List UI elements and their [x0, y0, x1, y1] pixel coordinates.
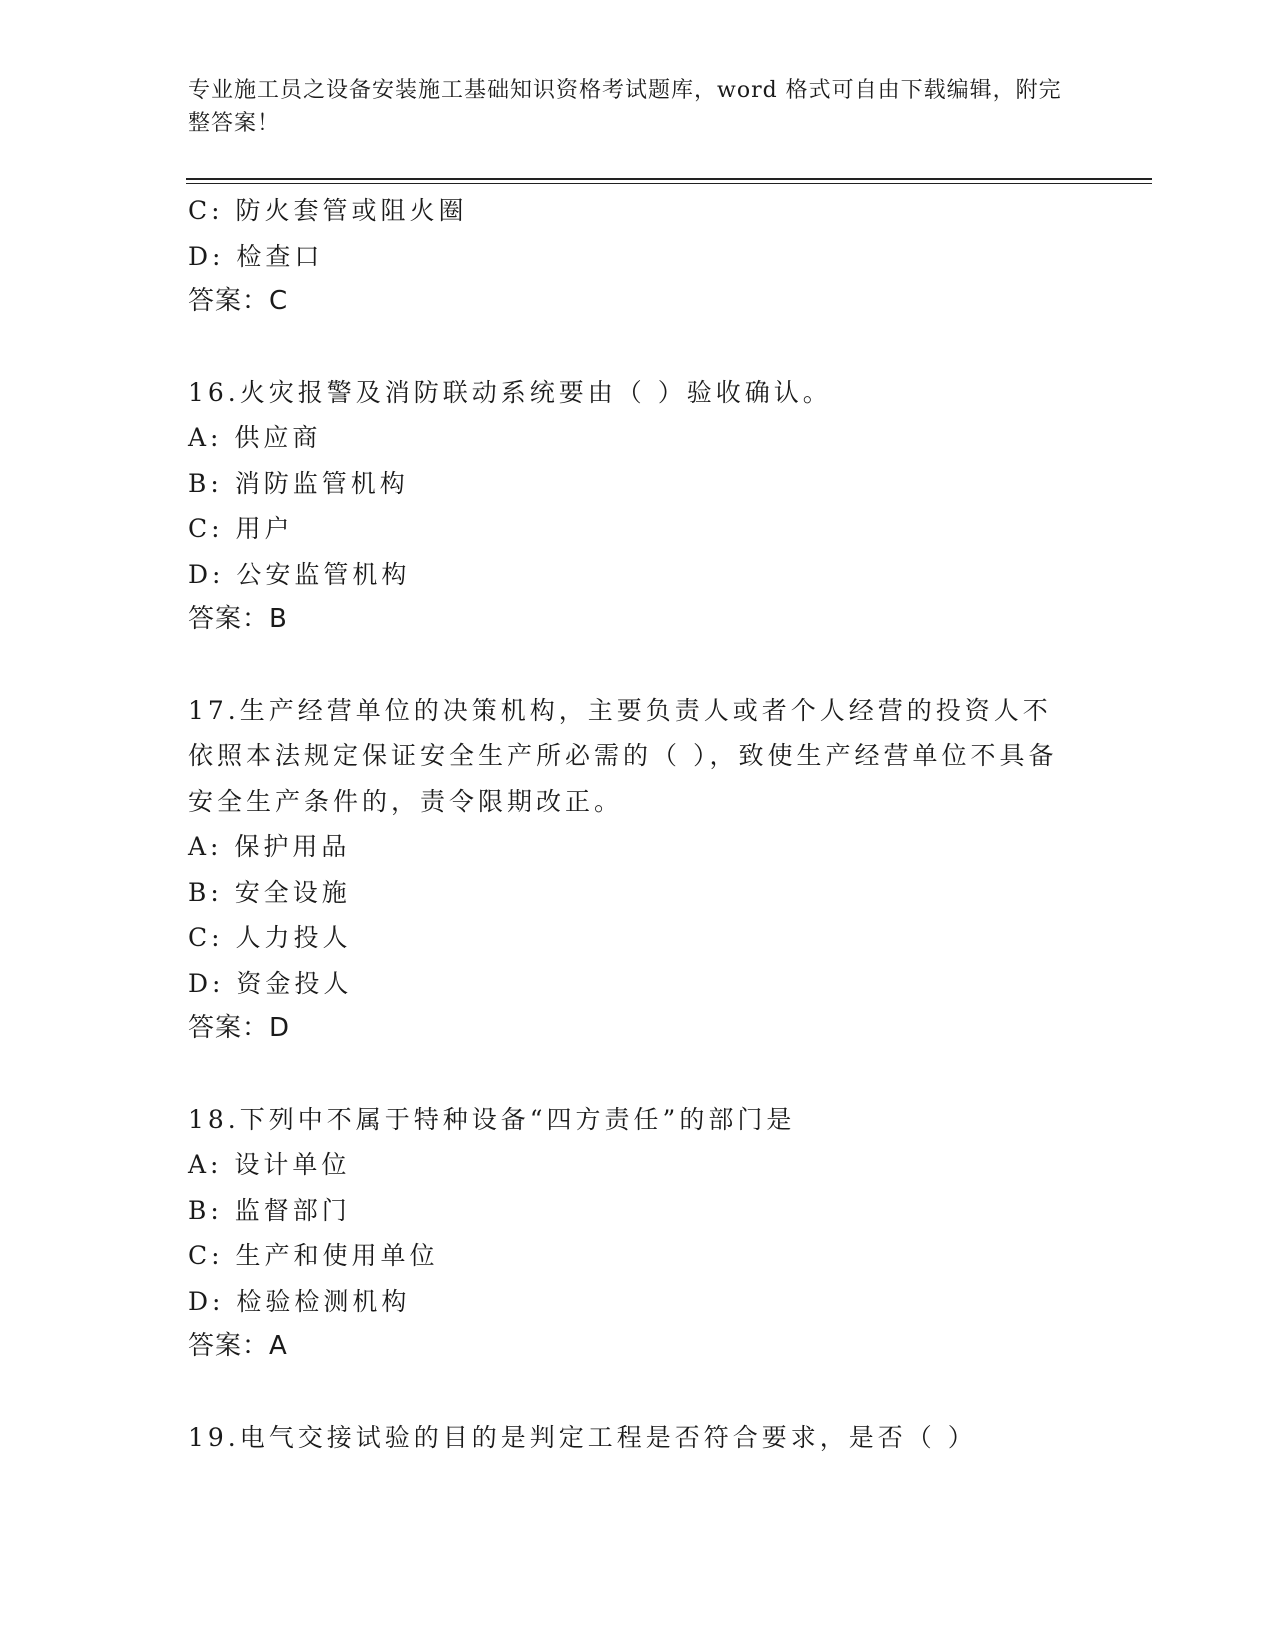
question-17: [188, 688, 1088, 1052]
question-list: [188, 188, 1088, 1460]
question-19: [188, 1415, 1088, 1461]
answer-line: 答案：B: [188, 604, 288, 634]
option-d: D: 公安监管机构: [188, 559, 411, 589]
option-c: C: 用户: [188, 514, 294, 543]
header-divider-top: [186, 178, 1152, 180]
answer-line: 答案：C: [188, 286, 289, 316]
question-text: 16.火灾报警及消防联动系统要由（ ）验收确认。: [188, 377, 832, 407]
option-d: D: 资金投人: [188, 968, 353, 998]
header-text: 专业施工员之设备安装施工基础知识资格考试题库，word 格式可自由下载编辑，附完整答案！: [188, 78, 1062, 136]
option-c: C: 防火套管或阻火圈: [188, 196, 468, 225]
option-d: D: 检查口: [188, 241, 324, 271]
option-c: C: 人力投人: [188, 923, 352, 952]
question-15-continued: [188, 188, 1088, 325]
option-b: B: 消防监管机构: [188, 468, 409, 498]
option-a: A: 保护用品: [188, 832, 351, 861]
option-a: A: 供应商: [188, 423, 322, 452]
option-d: D: 检验检测机构: [188, 1286, 411, 1316]
question-text: 17.生产经营单位的决策机构，主要负责人或者个人经营的投资人不依照本法规定保证安全生产所必需的（ ），致使生产经营单位不具备安全生产条件的，责令限期改正。: [188, 695, 1058, 816]
question-16: [188, 370, 1088, 643]
option-b: B: 安全设施: [188, 877, 351, 907]
question-18: [188, 1097, 1088, 1370]
question-text: 18.下列中不属于特种设备“四方责任”的部门是: [188, 1104, 796, 1134]
question-text: 19.电气交接试验的目的是判定工程是否符合要求，是否（ ）: [188, 1422, 977, 1452]
header-divider-bottom: [186, 183, 1152, 184]
option-b: B: 监督部门: [188, 1195, 351, 1225]
answer-line: 答案：D: [188, 1013, 291, 1043]
document-header: [188, 74, 1068, 140]
answer-line: 答案：A: [188, 1331, 288, 1361]
option-c: C: 生产和使用单位: [188, 1241, 439, 1270]
option-a: A: 设计单位: [188, 1150, 351, 1179]
